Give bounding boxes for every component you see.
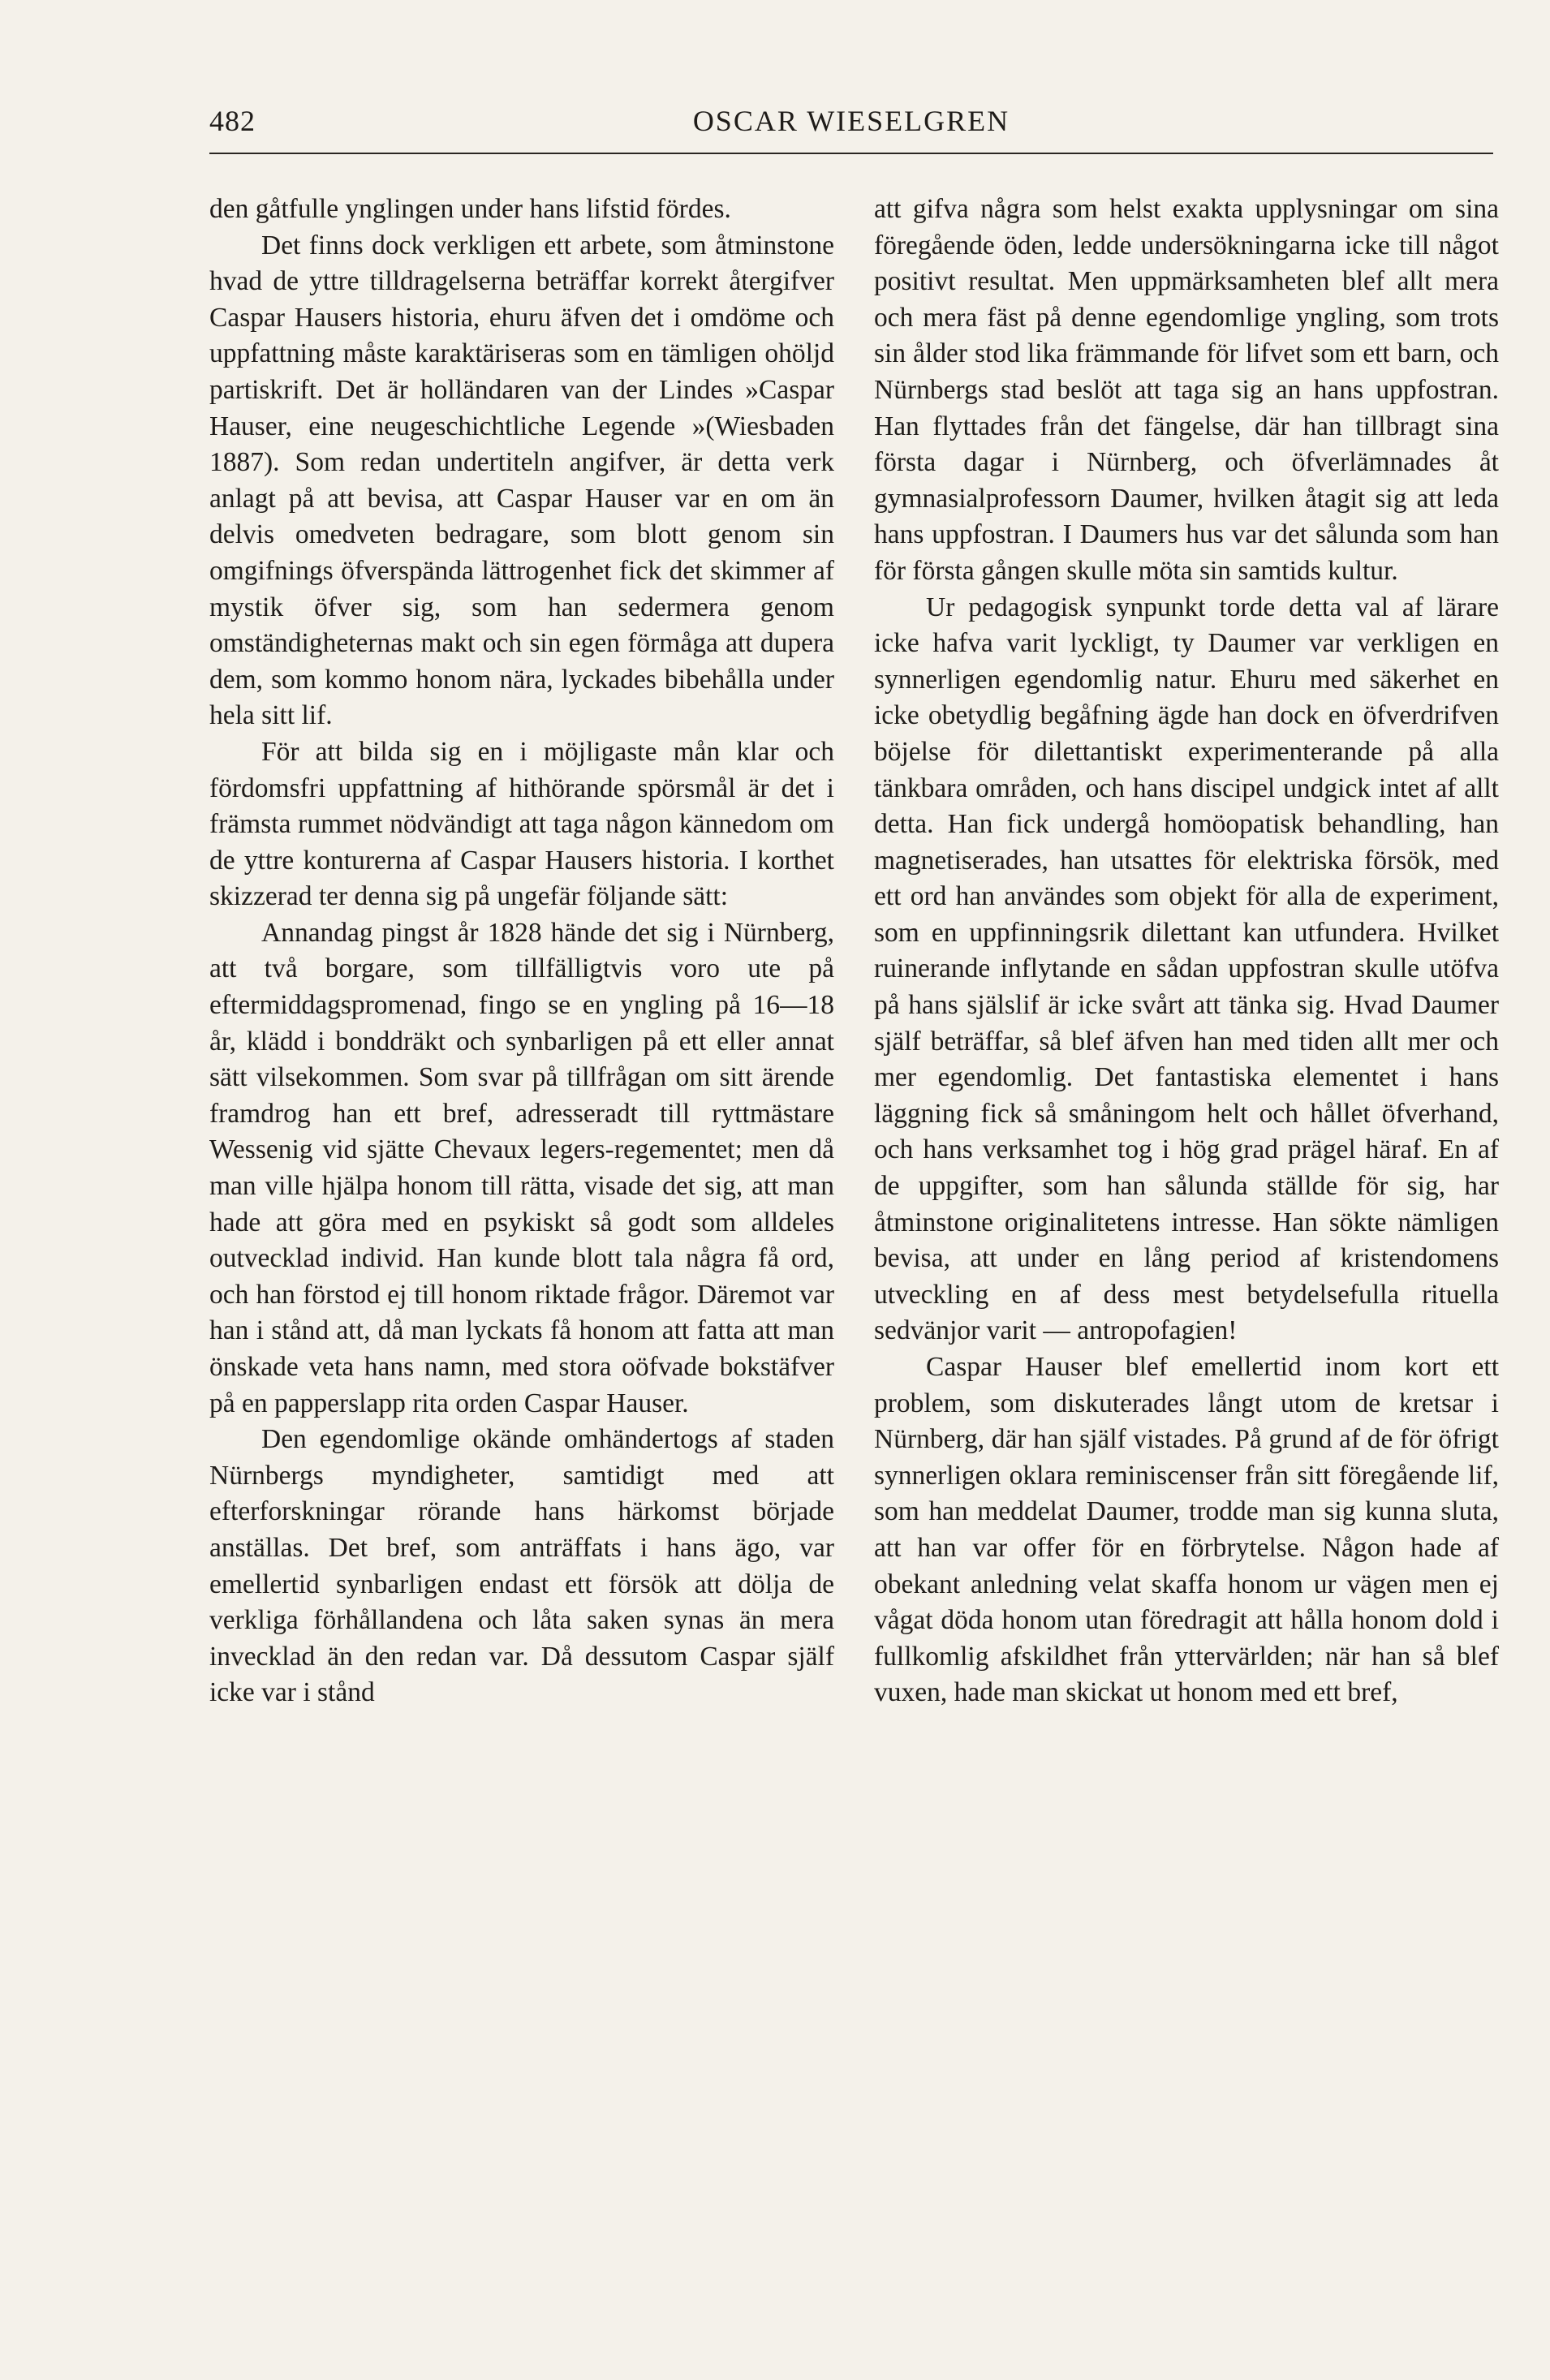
paragraph: För att bilda sig en i möjligaste mån klar och fördomsfri uppfattning af hithörande spörsmål är det i främsta rummet nödvändigt att taga någon kännedom om de yttre konturerna af Caspar Hausers historia. I korthet skizzerad ter denna sig på ungefär följande sätt: [209, 736, 834, 912]
paragraph: Ur pedagogisk synpunkt torde detta val af lärare icke hafva varit lyckligt, ty Daumer var verkligen en synnerligen egendomlig natur. Ehuru med säkerhet en icke obetydlig begåfning ägde han dock en öfverdrifven böjelse för dilettantiskt experimenterande på alla tänkbara områden, och hans discipel undgick intet af allt detta. Han fick undergå homöopatisk behandling, han magnetiserades, han utsattes för elektriska försök, med ett ord han användes som objekt för alla de experiment, som en uppfinningsrik dilettant kan utfundera. Hvilket ruinerande inflytande en sådan uppfostran skulle utöfva på hans själslif är icke svårt att tänka sig. Hvad Daumer själf beträffar, så blef äfven han med tiden allt mer och mer egendomlig. Det fantastiska elementet i hans läggning fick så småningom helt och hållet öfverhand, och hans verksamhet tog i hög grad prägel häraf. En af de uppgifter, som han sålunda ställde för sig, har åtminstone originalitetens intresse. Han sökte nämligen bevisa, att under en lång period af kristendomens utveckling en af dess mest betydelsefulla rituella sedvänjor varit — antropofagien! [874, 592, 1499, 1346]
paragraph: att gifva några som helst exakta upplysningar om sina föregående öden, ledde undersökningarna icke till något positivt resultat. Men uppmärksamheten blef allt mera och mera fäst på denne egendomlige yngling, som trots sin ålder stod lika främmande för lifvet som ett barn, och Nürnbergs stad beslöt att taga sig an hans uppfostran. Han flyttades från det fängelse, där han tillbragt sina första dagar i Nürnberg, och öfverlämnades åt gymnasialprofessorn Daumer, hvilken åtagit sig att leda hans uppfostran. I Daumers hus var det sålunda som han för första gången skulle möta sin samtids kultur. [874, 194, 1499, 586]
right-column [874, 192, 1499, 1711]
paragraph: Caspar Hauser blef emellertid inom kort ett problem, som diskuterades långt utom de kretsar i Nürnberg, där han själf vistades. På grund af de för öfrigt synnerligen oklara reminiscenser från sitt föregående lif, som han meddelat Daumer, trodde man sig kunna sluta, att han var offer för en förbrytelse. Någon hade af obekant anledning velat skaffa honom ur vägen men ej vågat döda honom utan föredragit att hålla honom dold i fullkomlig afskildhet från yttervärlden; när han så blef vuxen, hade man skickat ut honom med ett bref, [874, 1352, 1499, 1708]
page-number: 482 [209, 105, 256, 137]
paragraph: Det finns dock verkligen ett arbete, som åtminstone hvad de yttre tilldragelserna beträffar korrekt återgifver Caspar Hausers historia, ehuru äfven det i omdöme och uppfattning måste karaktäriseras som en tämligen ohöljd partiskrift. Det är holländaren van der Lindes »Caspar Hauser, eine neugeschichtliche Legende »(Wiesbaden 1887). Som redan undertiteln angifver, är detta verk anlagt på att bevisa, att Caspar Hauser var en om än delvis omedveten bedragare, som blott genom sin omgifnings öfverspända lättrogenhet fick det skimmer af mystik öfver sig, som han sedermera genom omständigheternas makt och sin egen förmåga att dupera dem, som kommo honom nära, lyckades bibehålla under hela sitt lif. [209, 230, 834, 731]
paragraph: Den egendomlige okände omhändertogs af staden Nürnbergs myndigheter, samtidigt med att efterforskningar rörande hans härkomst började anställas. Det bref, som anträffats i hans ägo, var emellertid synbarligen endast ett försök att dölja de verkliga förhållandena och låta saken synas än mera invecklad än den redan var. Då dessutom Caspar själf icke var i stånd [209, 1424, 834, 1708]
paragraph: den gåtfulle ynglingen under hans lifstid fördes. [209, 194, 731, 224]
left-column [209, 192, 834, 1711]
paragraph: Annandag pingst år 1828 hände det sig i Nürnberg, att två borgare, som tillfälligtvis voro ute på eftermiddagspromenad, fingo se en yngling på 16—18 år, klädd i bonddräkt och synbarligen på ett eller annat sätt vilsekommen. Som svar på tillfrågan om sitt ärende framdrog han ett bref, adresseradt till ryttmästare Wessenig vid sjätte Chevaux legers-regementet; men då man ville hjälpa honom till rätta, visade det sig, att man hade att göra med en psykiskt så godt som alldeles outvecklad individ. Han kunde blott tala några få ord, och han förstod ej till honom riktade frågor. Däremot var han i stånd att, då man lyckats få honom att fatta att man önskade veta hans namn, med stora oöfvade bokstäfver på en papperslapp rita orden Caspar Hauser. [209, 917, 834, 1418]
header-rule [209, 153, 1493, 154]
page-header [209, 104, 1493, 153]
running-title: OSCAR WIESELGREN [692, 105, 1010, 137]
